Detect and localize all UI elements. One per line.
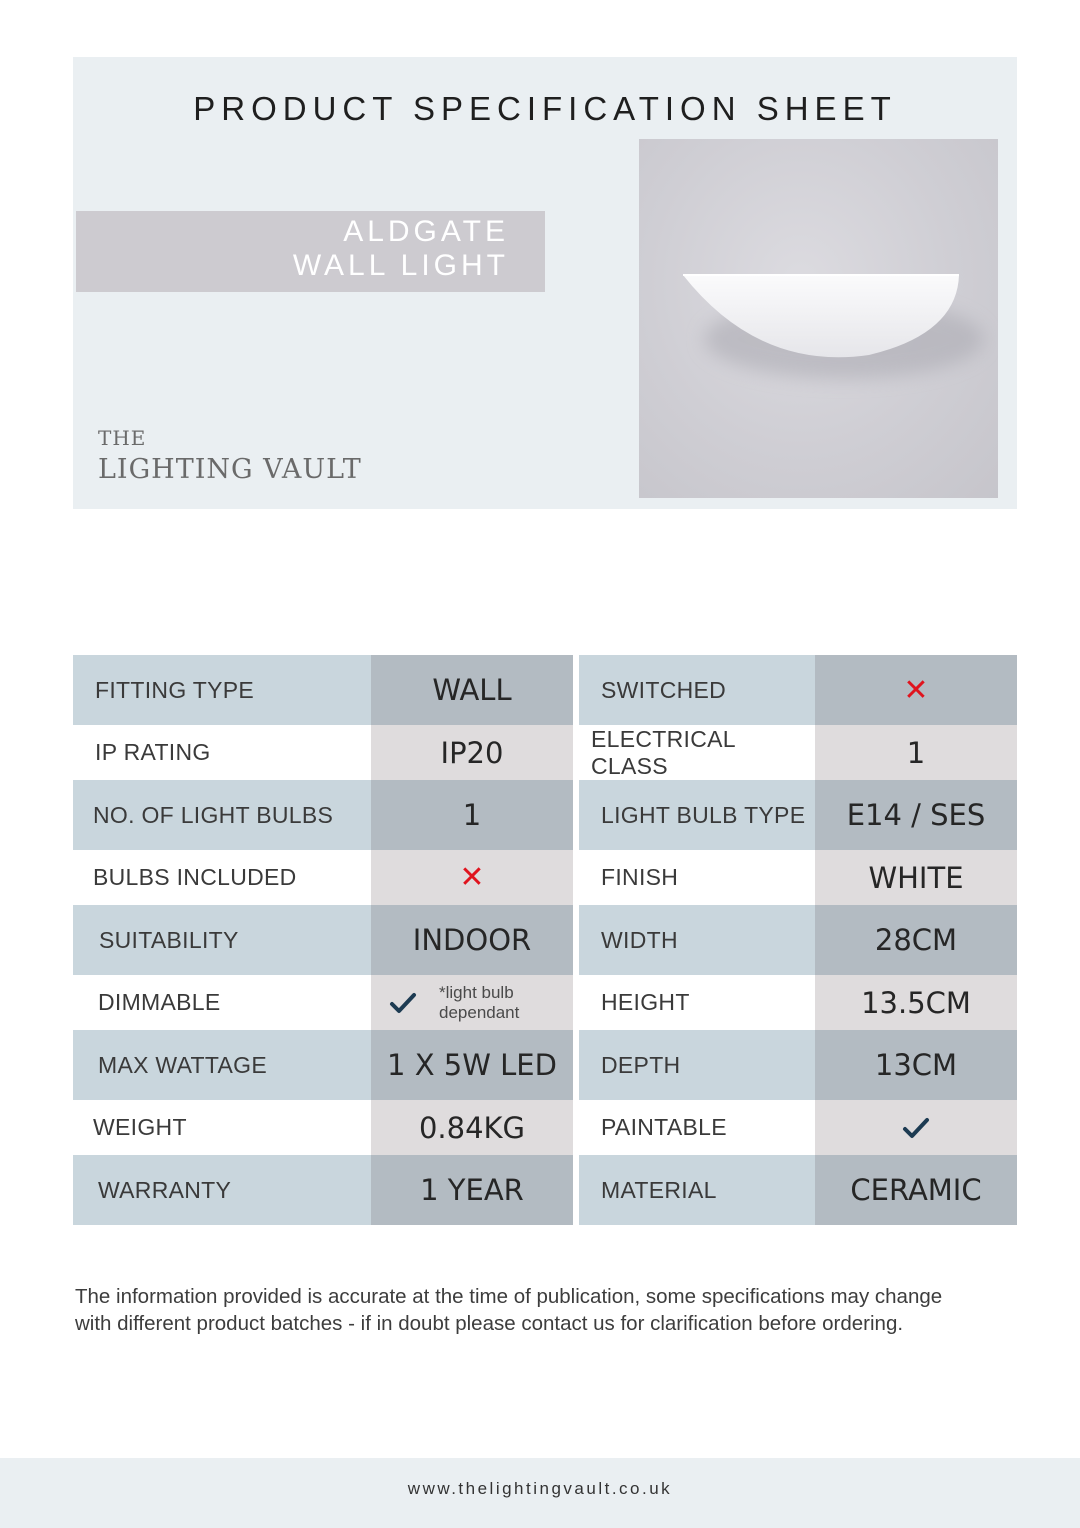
- disclaimer-line1: The information provided is accurate at the time of publication, some specifications may change: [75, 1285, 943, 1308]
- spec-label-ip-rating: IP RATING: [73, 725, 371, 780]
- spec-label-dimmable: DIMMABLE: [73, 975, 371, 1030]
- sheet-title: PRODUCT SPECIFICATION SHEET: [193, 90, 897, 127]
- dimmable-note-line2: dependant: [439, 1002, 520, 1022]
- spec-value-suitability: INDOOR: [371, 905, 573, 975]
- spec-label-weight: WEIGHT: [73, 1100, 371, 1155]
- spec-value-electrical-class: 1: [815, 725, 1017, 780]
- spec-value-fitting-type: WALL: [371, 655, 573, 725]
- brand-logo-line1: THE: [98, 426, 147, 450]
- spec-value-weight: 0.84KG: [371, 1100, 573, 1155]
- spec-label-width: WIDTH: [579, 905, 815, 975]
- dimmable-note-line1: *light bulb: [439, 982, 514, 1002]
- spec-label-finish: FINISH: [579, 850, 815, 905]
- brand-logo-line2: LIGHTING VAULT: [98, 454, 362, 485]
- dimmable-note: [439, 983, 519, 1023]
- spec-value-warranty: 1 YEAR: [371, 1155, 573, 1225]
- brand-logo: [98, 428, 362, 483]
- spec-label-fitting-type: FITTING TYPE: [73, 655, 371, 725]
- spec-value-finish: WHITE: [815, 850, 1017, 905]
- spec-label-depth: DEPTH: [579, 1030, 815, 1100]
- spec-value-dimmable: [371, 975, 573, 1030]
- disclaimer: [75, 1283, 1005, 1337]
- wall-light-illustration: [639, 139, 998, 498]
- cross-icon: ✕: [459, 860, 485, 895]
- spec-value-material: CERAMIC: [815, 1155, 1017, 1225]
- spec-value-width: 28CM: [815, 905, 1017, 975]
- spec-label-max-wattage: MAX WATTAGE: [73, 1030, 371, 1100]
- product-name-line2: WALL LIGHT: [292, 249, 509, 282]
- spec-label-height: HEIGHT: [579, 975, 815, 1030]
- product-name-banner: [76, 211, 545, 292]
- spec-label-switched: SWITCHED: [579, 655, 815, 725]
- spec-value-paintable: [815, 1100, 1017, 1155]
- spec-label-warranty: WARRANTY: [73, 1155, 371, 1225]
- check-icon: [389, 991, 417, 1015]
- spec-value-bulbs-included: [371, 850, 573, 905]
- spec-value-ip-rating: IP20: [371, 725, 573, 780]
- spec-label-no-of-light-bulbs: NO. OF LIGHT BULBS: [73, 780, 371, 850]
- cross-icon: ✕: [903, 672, 929, 708]
- spec-label-electrical-class: ELECTRICAL CLASS: [579, 725, 815, 780]
- spec-label-light-bulb-type: LIGHT BULB TYPE: [579, 780, 815, 850]
- spec-value-light-bulb-type: E14 / SES: [815, 780, 1017, 850]
- footer-url[interactable]: www.thelightingvault.co.uk: [407, 1479, 673, 1498]
- spec-value-no-of-light-bulbs: 1: [371, 780, 573, 850]
- spec-value-switched: [815, 655, 1017, 725]
- product-name-line1: ALDGATE: [343, 215, 509, 248]
- spec-label-paintable: PAINTABLE: [579, 1100, 815, 1155]
- spec-label-material: MATERIAL: [579, 1155, 815, 1225]
- check-icon: [902, 1116, 930, 1140]
- disclaimer-line2: with different product batches - if in doubt please contact us for clarification before ordering.: [75, 1312, 904, 1335]
- product-photo: [639, 139, 998, 498]
- spec-label-suitability: SUITABILITY: [73, 905, 371, 975]
- spec-value-max-wattage: 1 X 5W LED: [371, 1030, 573, 1100]
- spec-value-height: 13.5CM: [815, 975, 1017, 1030]
- spec-label-bulbs-included: BULBS INCLUDED: [73, 850, 371, 905]
- spec-value-depth: 13CM: [815, 1030, 1017, 1100]
